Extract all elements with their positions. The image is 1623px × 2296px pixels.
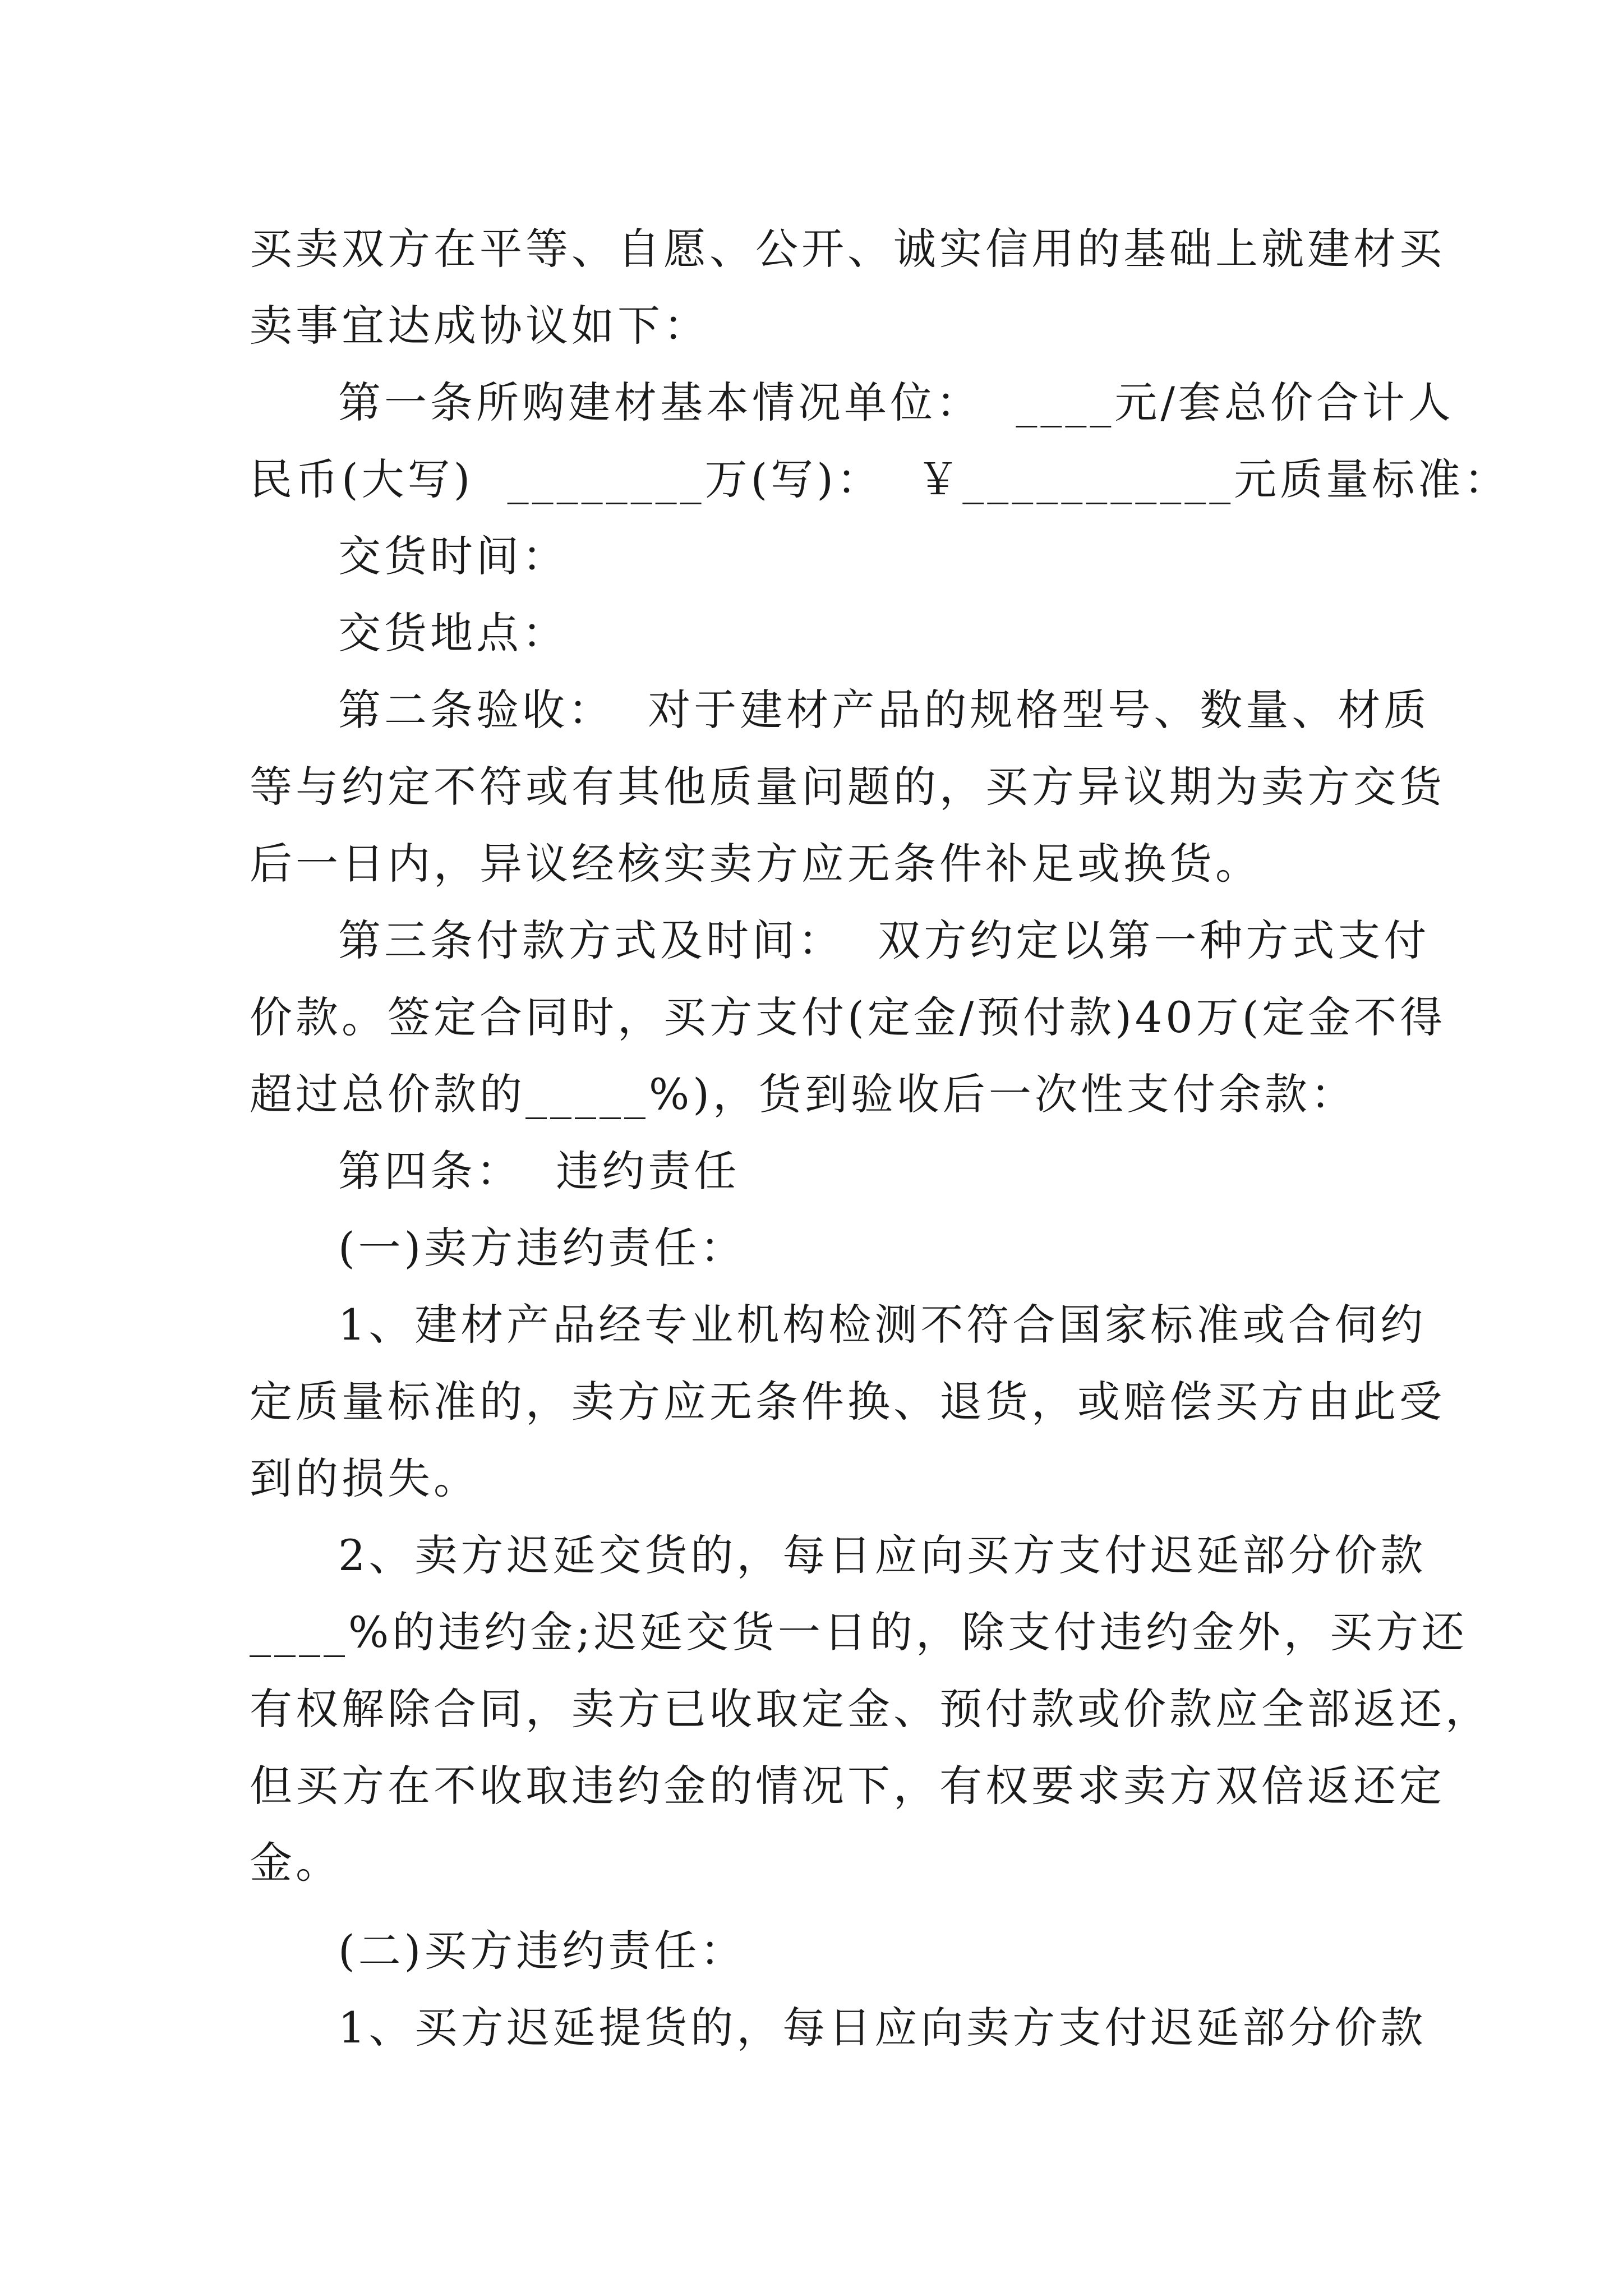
seller-clause-2-line-2: ____%的违约金;迟延交货一日的，除支付违约金外，买方还 [250,1607,1468,1657]
article-3-line-1: 第三条付款方式及时间： 双方约定以第一种方式支付 [338,915,1430,965]
buyer-clause-1-line-1: 1、买方迟延提货的，每日应向卖方支付迟延部分价款 [338,2003,1427,2053]
seller-clause-2-line-1: 2、卖方迟延交货的，每日应向买方支付迟延部分价款 [338,1530,1427,1580]
seller-clause-2-line-3: 有权解除合同，卖方已收取定金、预付款或价款应全部返还， [250,1684,1491,1734]
seller-liability-heading: (一)卖方违约责任： [338,1223,746,1273]
article-1-line-1: 第一条所购建材基本情况单位： ____元/套总价合计人 [338,378,1454,427]
paragraph-intro-line-1: 买卖双方在平等、自愿、公开、诚实信用的基础上就建材买 [250,224,1445,274]
buyer-liability-heading: (二)买方违约责任： [338,1926,746,1976]
delivery-time: 交货时间： [338,531,568,581]
seller-clause-1-line-1: 1、建材产品经专业机构检测不符合国家标准或合伺约 [338,1300,1427,1350]
article-2-line-3: 后一日内，异议经核实卖方应无条件补足或换货。 [250,839,1261,889]
article-4-heading: 第四条： 违约责任 [338,1146,740,1196]
paragraph-intro-line-2: 卖事宜达成协议如下： [250,301,709,351]
article-3-line-2: 价款。签定合同时，买方支付(定金/预付款)40万(定金不得 [250,992,1446,1042]
seller-clause-2-line-4: 但买方在不收取违约金的情况下，有权要求卖方双倍返还定 [250,1761,1445,1811]
article-1-line-2: 民币(大写) ________万(写)： ￥___________元质量标准： [250,454,1510,504]
article-2-line-1: 第二条验收： 对于建材产品的规格型号、数量、材质 [338,685,1430,735]
seller-clause-1-line-2: 定质量标准的，卖方应无条件换、退货，或赔偿买方由此受 [250,1377,1445,1427]
article-2-line-2: 等与约定不符或有其他质量问题的，买方异议期为卖方交货 [250,762,1445,812]
contract-body [250,210,1510,2066]
article-3-line-3: 超过总价款的_____%)，货到验收后一次性支付余款： [250,1069,1357,1119]
seller-clause-2-line-5: 金。 [250,1838,342,1888]
delivery-place: 交货地点： [338,608,568,658]
seller-clause-1-line-3: 到的损失。 [250,1453,479,1503]
